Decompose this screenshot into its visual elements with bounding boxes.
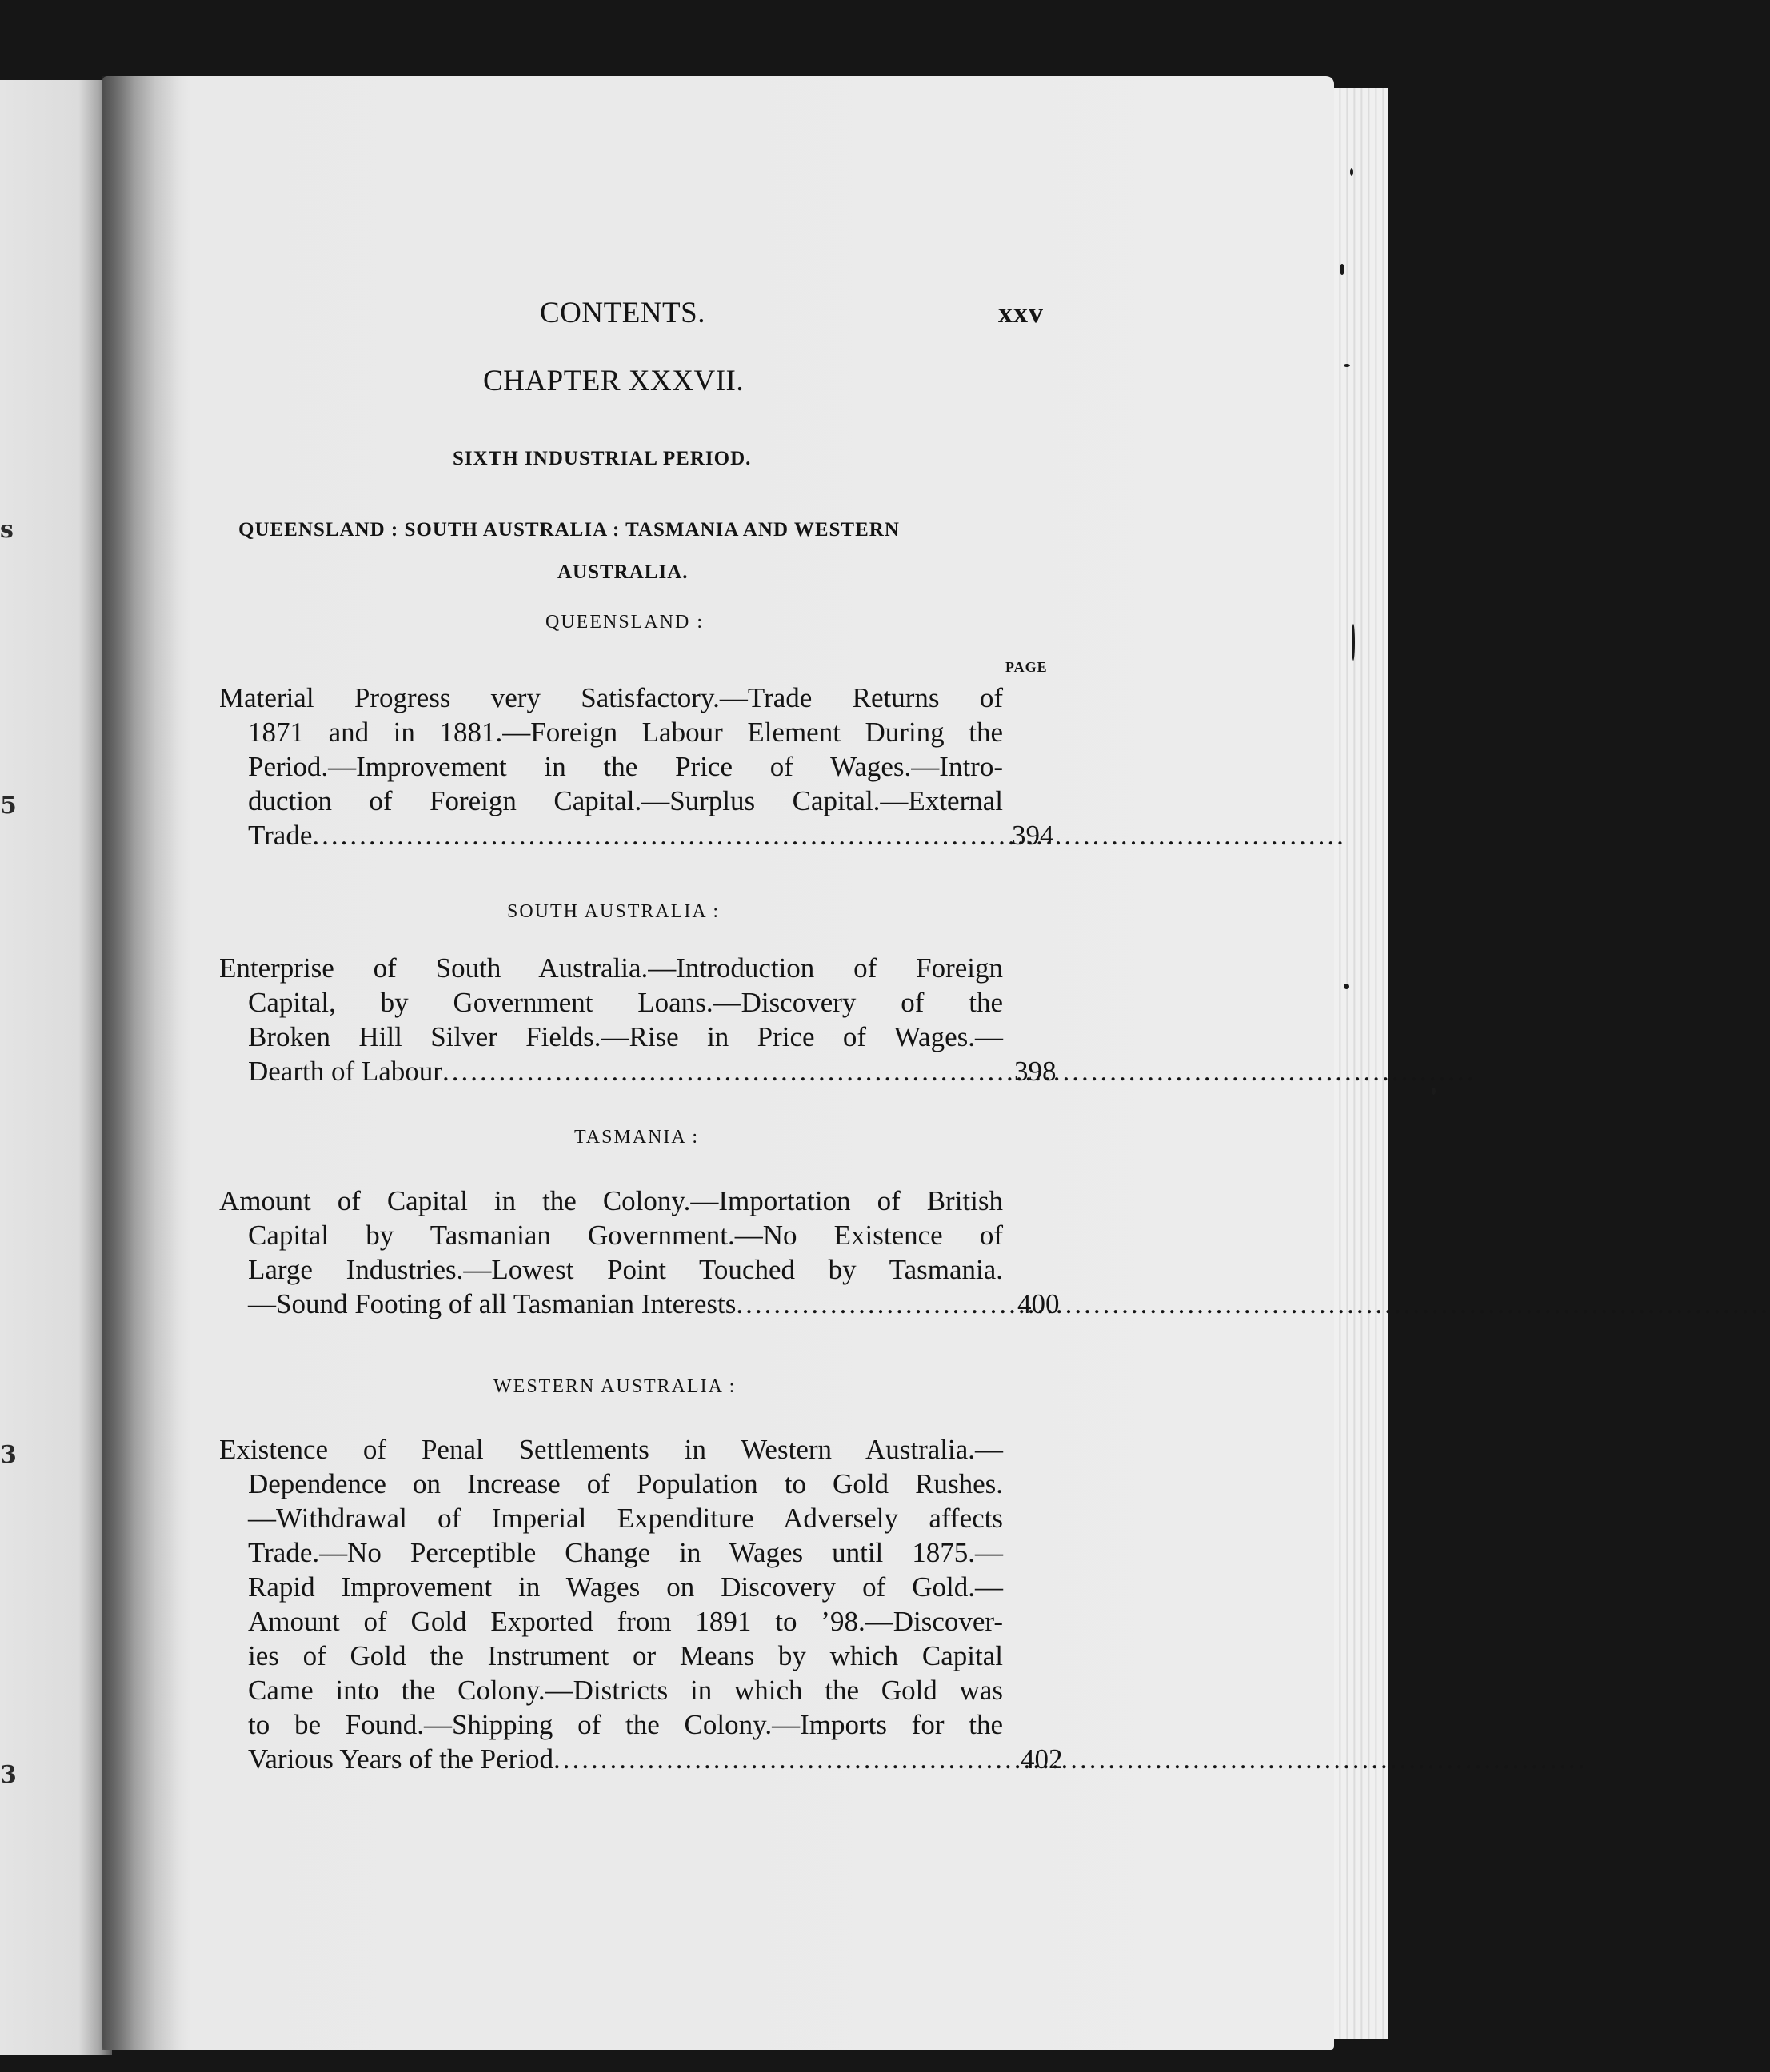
- entry-line: Capital, by Government Loans.—Discovery of the: [248, 987, 1003, 1018]
- page-number: 398: [1014, 1056, 1057, 1087]
- section-heading-tasmania: TASMANIA :: [574, 1127, 700, 1148]
- section-heading-western-australia: WESTERN AUSTRALIA :: [493, 1376, 737, 1397]
- contents-entry-western-australia: [219, 1432, 1003, 1776]
- left-page-fragment: 3: [0, 1441, 17, 1469]
- dust-speck: [1344, 364, 1350, 367]
- dot-leader: [736, 1287, 1770, 1321]
- contents-entry-queensland: [219, 681, 1003, 852]
- entry-line: Large Industries.—Lowest Point Touched by Tasmania.: [248, 1254, 1003, 1285]
- dot-leader: [312, 818, 1346, 852]
- dust-speck: [1344, 984, 1349, 989]
- period-title: SIXTH INDUSTRIAL PERIOD.: [453, 448, 752, 469]
- subtitle-line-1: QUEENSLAND : SOUTH AUSTRALIA : TASMANIA AND WESTERN: [238, 519, 900, 541]
- running-head: CONTENTS.: [540, 297, 705, 329]
- entry-line: to be Found.—Shipping of the Colony.—Imports for the: [248, 1709, 1003, 1740]
- entry-line-text: Various Years of the Period: [248, 1743, 554, 1775]
- entry-line: 1871 and in 1881.—Foreign Labour Element During the: [248, 717, 1003, 748]
- entry-line-text: Dearth of Labour: [248, 1056, 442, 1087]
- entry-line-text: Trade: [248, 820, 313, 851]
- entry-line: [219, 1742, 1003, 1776]
- entry-line: Came into the Colony.—Districts in which the Gold was: [248, 1675, 1003, 1706]
- entry-line: Period.—Improvement in the Price of Wages.—Intro-: [248, 751, 1003, 782]
- dot-leader: [553, 1742, 1588, 1776]
- dust-speck: [1352, 624, 1355, 661]
- entry-line: Capital by Tasmanian Government.—No Existence of: [248, 1220, 1003, 1251]
- entry-line: duction of Foreign Capital.—Surplus Capital.—External: [248, 785, 1003, 816]
- left-page-fragment: s: [0, 516, 14, 544]
- left-page-fragment: 5: [0, 792, 17, 820]
- entry-line: Broken Hill Silver Fields.—Rise in Price of Wages.—: [248, 1021, 1003, 1052]
- page-folio: xxv: [998, 297, 1044, 329]
- dust-speck: [1340, 264, 1344, 275]
- entry-line: Rapid Improvement in Wages on Discovery of Gold.—: [248, 1571, 1003, 1603]
- page-number: 402: [1021, 1743, 1063, 1775]
- dust-speck: [1350, 168, 1353, 176]
- entry-line: Material Progress very Satisfactory.—Trade Returns of: [219, 682, 1003, 713]
- subtitle-line-2: AUSTRALIA.: [557, 561, 689, 583]
- entry-line: Amount of Gold Exported from 1891 to ’98.—Discover-: [248, 1606, 1003, 1637]
- entry-line: Enterprise of South Australia.—Introduction of Foreign: [219, 952, 1003, 984]
- page-number: 400: [1017, 1288, 1060, 1319]
- gutter-shadow: [102, 76, 178, 2050]
- entry-line: Trade.—No Perceptible Change in Wages until 1875.—: [248, 1537, 1003, 1568]
- entry-line: Amount of Capital in the Colony.—Importation of British: [219, 1185, 1003, 1216]
- left-page-fragment: 3: [0, 1761, 17, 1789]
- contents-entry-south-australia: [219, 951, 1003, 1088]
- entry-line: Existence of Penal Settlements in Western Australia.—: [219, 1434, 1003, 1465]
- entry-line: Dependence on Increase of Population to Gold Rushes.: [248, 1468, 1003, 1499]
- left-page-edge: [0, 80, 112, 2055]
- entry-line: [219, 1054, 1003, 1088]
- dust-speck: [1432, 1088, 1436, 1095]
- entry-line: [219, 1287, 1003, 1321]
- contents-entry-tasmania: [219, 1184, 1003, 1321]
- page-column-label: PAGE: [1005, 659, 1048, 675]
- section-heading-queensland: QUEENSLAND :: [545, 612, 704, 633]
- dot-leader: [442, 1054, 1476, 1088]
- chapter-title: CHAPTER XXXVII.: [483, 365, 745, 397]
- page-number: 394: [1012, 820, 1054, 851]
- section-heading-south-australia: SOUTH AUSTRALIA :: [507, 901, 721, 922]
- entry-line: [219, 818, 1003, 852]
- entry-line-text: —Sound Footing of all Tasmanian Interests: [248, 1288, 737, 1319]
- entry-line: —Withdrawal of Imperial Expenditure Adversely affects: [248, 1503, 1003, 1534]
- entry-line: ies of Gold the Instrument or Means by which Capital: [248, 1640, 1003, 1671]
